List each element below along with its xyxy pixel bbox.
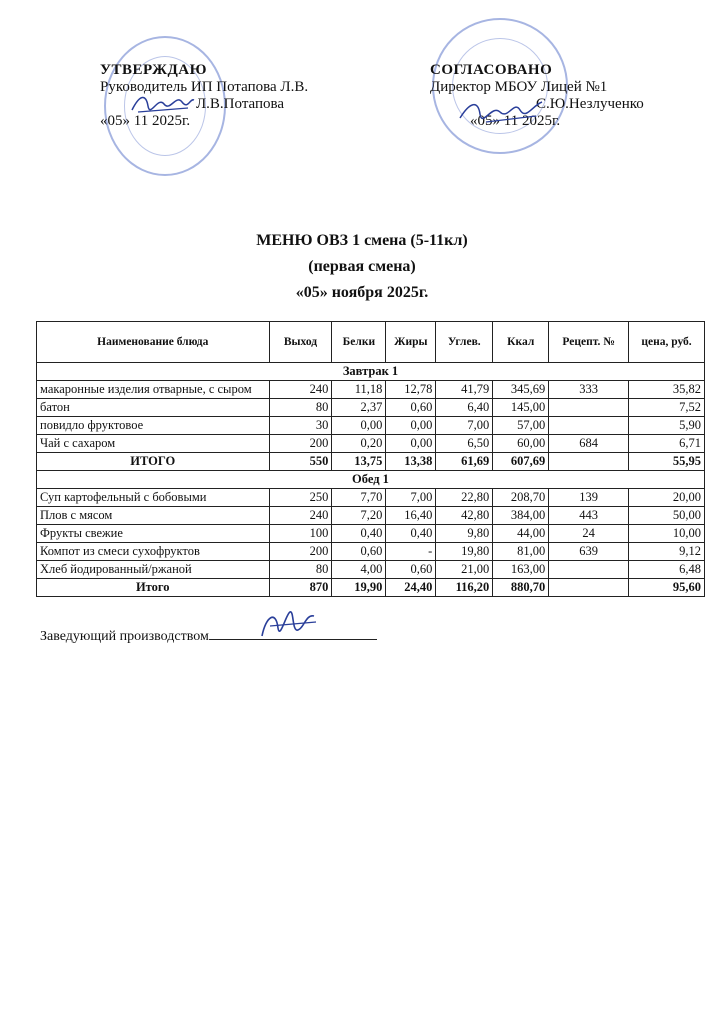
cell-output: 80 — [269, 399, 332, 417]
cell-recipe: 443 — [549, 507, 629, 525]
cell-protein: 19,90 — [332, 579, 386, 597]
table-row — [37, 417, 705, 435]
cell-price: 6,48 — [629, 561, 705, 579]
cell-output: 80 — [269, 561, 332, 579]
cell-protein: 0,00 — [332, 417, 386, 435]
cell-recipe: 24 — [549, 525, 629, 543]
cell-recipe — [549, 579, 629, 597]
cell-name: Итого — [37, 579, 270, 597]
cell-recipe: 684 — [549, 435, 629, 453]
header-name: Наименование блюда — [37, 322, 270, 363]
cell-kcal: 57,00 — [493, 417, 549, 435]
cell-price: 95,60 — [629, 579, 705, 597]
cell-protein: 11,18 — [332, 381, 386, 399]
section-row — [37, 363, 705, 381]
cell-kcal: 60,00 — [493, 435, 549, 453]
cell-fat: 0,60 — [386, 399, 436, 417]
cell-fat: 0,40 — [386, 525, 436, 543]
cell-output: 200 — [269, 543, 332, 561]
approval-left-position: Руководитель ИП Потапова Л.В. — [100, 79, 309, 95]
cell-carbs: 42,80 — [436, 507, 493, 525]
cell-kcal: 880,70 — [493, 579, 549, 597]
menu-date: «05» ноября 2025г. — [295, 284, 429, 301]
approval-right-title: СОГЛАСОВАНО — [430, 62, 553, 78]
cell-recipe — [549, 399, 629, 417]
total-row — [37, 579, 705, 597]
cell-fat: 16,40 — [386, 507, 436, 525]
cell-recipe — [549, 417, 629, 435]
cell-price: 20,00 — [629, 489, 705, 507]
cell-output: 30 — [269, 417, 332, 435]
cell-fat: 12,78 — [386, 381, 436, 399]
signature-left — [128, 90, 198, 116]
cell-price: 6,71 — [629, 435, 705, 453]
cell-output: 240 — [269, 507, 332, 525]
approval-right-position: Директор МБОУ Лицей №1 — [430, 79, 608, 95]
cell-kcal: 208,70 — [493, 489, 549, 507]
approval-left-date: «05» 11 2025г. — [100, 113, 191, 129]
cell-fat: 0,00 — [386, 435, 436, 453]
cell-name: ИТОГО — [37, 453, 270, 471]
cell-price: 50,00 — [629, 507, 705, 525]
cell-carbs: 6,40 — [436, 399, 493, 417]
menu-title: МЕНЮ ОВЗ 1 смена (5-11кл) — [256, 232, 468, 249]
table-row — [37, 543, 705, 561]
cell-kcal: 145,00 — [493, 399, 549, 417]
cell-carbs: 61,69 — [436, 453, 493, 471]
cell-output: 100 — [269, 525, 332, 543]
header-carbs: Углев. — [436, 322, 493, 363]
header-recipe: Рецепт. № — [549, 322, 629, 363]
cell-protein: 0,40 — [332, 525, 386, 543]
approval-right-date: «05» 11 2025г. — [470, 113, 561, 129]
cell-fat: 13,38 — [386, 453, 436, 471]
cell-carbs: 41,79 — [436, 381, 493, 399]
table-header-row — [37, 322, 705, 363]
cell-fat: - — [386, 543, 436, 561]
table-row — [37, 435, 705, 453]
section-title: Обед 1 — [37, 471, 705, 489]
header-fat: Жиры — [386, 322, 436, 363]
cell-kcal: 345,69 — [493, 381, 549, 399]
table-row — [37, 561, 705, 579]
cell-name: батон — [37, 399, 270, 417]
cell-price: 5,90 — [629, 417, 705, 435]
cell-protein: 13,75 — [332, 453, 386, 471]
header-output: Выход — [269, 322, 332, 363]
cell-price: 7,52 — [629, 399, 705, 417]
menu-body — [37, 363, 705, 597]
table-row — [37, 507, 705, 525]
footer-signature-line — [209, 627, 377, 640]
cell-protein: 0,60 — [332, 543, 386, 561]
table-row — [37, 525, 705, 543]
section-title: Завтрак 1 — [37, 363, 705, 381]
header-protein: Белки — [332, 322, 386, 363]
cell-price: 9,12 — [629, 543, 705, 561]
cell-carbs: 9,80 — [436, 525, 493, 543]
cell-recipe: 639 — [549, 543, 629, 561]
cell-recipe — [549, 453, 629, 471]
cell-name: Плов с мясом — [37, 507, 270, 525]
section-row — [37, 471, 705, 489]
cell-output: 200 — [269, 435, 332, 453]
cell-carbs: 19,80 — [436, 543, 493, 561]
table-row — [37, 489, 705, 507]
cell-fat: 24,40 — [386, 579, 436, 597]
cell-recipe — [549, 561, 629, 579]
cell-carbs: 7,00 — [436, 417, 493, 435]
footer-label: Заведующий производством — [40, 629, 209, 644]
cell-output: 550 — [269, 453, 332, 471]
approval-left-title: УТВЕРЖДАЮ — [100, 62, 208, 78]
cell-protein: 7,70 — [332, 489, 386, 507]
approval-right-signer: С.Ю.Незлученко — [536, 96, 644, 112]
cell-fat: 0,00 — [386, 417, 436, 435]
cell-kcal: 81,00 — [493, 543, 549, 561]
cell-recipe: 139 — [549, 489, 629, 507]
cell-kcal: 607,69 — [493, 453, 549, 471]
cell-kcal: 384,00 — [493, 507, 549, 525]
cell-protein: 2,37 — [332, 399, 386, 417]
total-row — [37, 453, 705, 471]
cell-output: 870 — [269, 579, 332, 597]
cell-output: 240 — [269, 381, 332, 399]
footer — [40, 627, 377, 645]
cell-kcal: 163,00 — [493, 561, 549, 579]
cell-protein: 0,20 — [332, 435, 386, 453]
table-row — [37, 381, 705, 399]
cell-fat: 0,60 — [386, 561, 436, 579]
cell-name: Хлеб йодированный/ржаной — [37, 561, 270, 579]
menu-table — [36, 321, 705, 597]
cell-price: 35,82 — [629, 381, 705, 399]
cell-carbs: 6,50 — [436, 435, 493, 453]
header-kcal: Ккал — [493, 322, 549, 363]
cell-protein: 7,20 — [332, 507, 386, 525]
cell-output: 250 — [269, 489, 332, 507]
cell-name: Компот из смеси сухофруктов — [37, 543, 270, 561]
cell-name: Суп картофельный с бобовыми — [37, 489, 270, 507]
menu-shift: (первая смена) — [308, 258, 416, 275]
header-price: цена, руб. — [629, 322, 705, 363]
cell-carbs: 116,20 — [436, 579, 493, 597]
cell-name: повидло фруктовое — [37, 417, 270, 435]
cell-name: макаронные изделия отварные, с сыром — [37, 381, 270, 399]
cell-protein: 4,00 — [332, 561, 386, 579]
table-row — [37, 399, 705, 417]
cell-name: Фрукты свежие — [37, 525, 270, 543]
cell-fat: 7,00 — [386, 489, 436, 507]
cell-price: 10,00 — [629, 525, 705, 543]
approval-left-signer: Л.В.Потапова — [196, 96, 285, 112]
cell-carbs: 21,00 — [436, 561, 493, 579]
cell-kcal: 44,00 — [493, 525, 549, 543]
cell-carbs: 22,80 — [436, 489, 493, 507]
cell-name: Чай с сахаром — [37, 435, 270, 453]
signature-right — [456, 96, 546, 126]
cell-recipe: 333 — [549, 381, 629, 399]
cell-price: 55,95 — [629, 453, 705, 471]
